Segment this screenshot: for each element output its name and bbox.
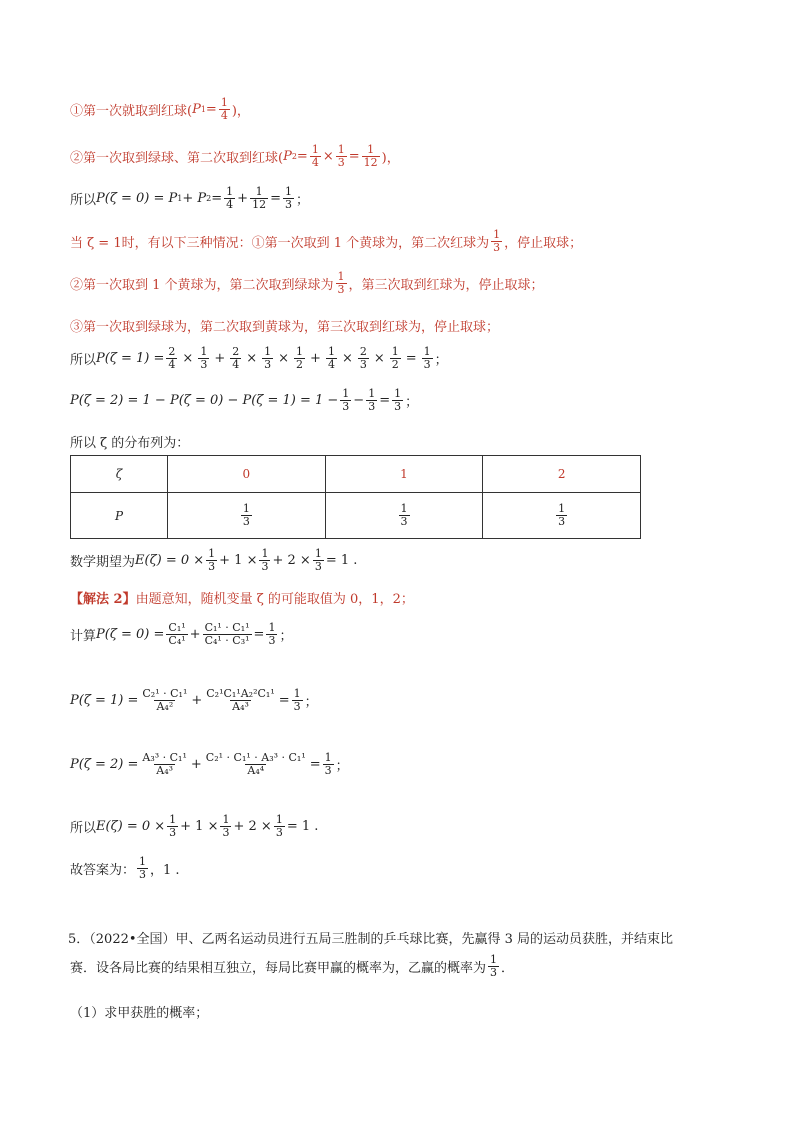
solution-line-3: 所以 P(ζ = 0) = P 1 + P 2 = $\frac{1}{4}$ + $\frac{1}{12}$ = $\frac{1}{3}$ ； bbox=[70, 185, 309, 211]
table-row bbox=[71, 493, 641, 539]
solution-line-12: 计算 P(ζ = 0) = $\frac{\text{C₁¹}}{\text{C₄¹}}$ + $\frac{\text{C₁¹ · C₁¹}}{\text{C₄¹ · C₃¹}}$ = $\frac{1}{3}$ ； bbox=[70, 621, 293, 647]
fraction: $\frac{1}{4}$ bbox=[327, 345, 335, 371]
fraction: $\frac{\text{A₃³ · C₁¹}}{\text{A₄³}}$ bbox=[142, 751, 187, 777]
solution-line-13: P(ζ = 1) = $\frac{\text{C₂¹ · C₁¹}}{\text{A₄²}}$ + $\frac{\text{C₂¹C₁¹A₂²C₁¹}}{\text{A₄³}}$ = $\frac{1}{3}$ ； bbox=[70, 687, 318, 713]
fraction: $\frac{1}{12}$ bbox=[252, 185, 267, 211]
fraction: $\frac{1}{3}$ bbox=[264, 345, 272, 371]
fraction: $\frac{1}{4}$ bbox=[226, 185, 234, 211]
fraction: $\frac{1}{3}$ bbox=[222, 813, 230, 839]
fraction: $\frac{\text{C₂¹C₁¹A₂²C₁¹}}{\text{A₄³}}$ bbox=[206, 687, 275, 713]
fraction: $\frac{1}{3}$ bbox=[261, 547, 269, 573]
table-row bbox=[71, 456, 641, 493]
solution-line-9: 所以 ζ 的分布列为： bbox=[70, 436, 190, 451]
fraction: $\frac{1}{3}$ bbox=[368, 387, 376, 413]
answer-line: 故答案为： $\frac{1}{3}$ ，1 . bbox=[70, 855, 180, 881]
fraction: $\frac{1}{3}$ bbox=[284, 185, 292, 211]
solution-line-6: ③第一次取到绿球为，第二次取到黄球为，第三次取到红球为，停止取球； bbox=[70, 320, 500, 335]
fraction: $\frac{1}{4}$ bbox=[311, 143, 319, 169]
table-cell: $\frac{1}{3}$ bbox=[483, 493, 641, 539]
question-5-line-1: 5．（2022•全国）甲、乙两名运动员进行五局三胜制的乒乓球比赛，先赢得 3 局的运动员获胜，并结束比 bbox=[68, 932, 674, 947]
solution-line-4: 当 ζ = 1时，有以下三种情况：①第一次取到 1 个黄球为，第二次红球为 $\frac{1}{3}$ ，停止取球； bbox=[70, 228, 583, 254]
solution-line-14: P(ζ = 2) = $\frac{\text{A₃³ · C₁¹}}{\text{A₄³}}$ + $\frac{\text{C₂¹ · C₁¹ · A₃³ · C₁¹}}{\text{A₄⁴}}$ = $\frac{1}{3}$ ； bbox=[70, 751, 349, 777]
fraction: $\frac{\text{C₁¹}}{\text{C₄¹}}$ bbox=[168, 621, 186, 647]
table-cell: 2 bbox=[483, 456, 641, 493]
fraction: $\frac{\text{C₁¹ · C₁¹}}{\text{C₄¹ · C₃¹}}$ bbox=[204, 621, 250, 647]
fraction: $\frac{1}{2}$ bbox=[296, 345, 304, 371]
solution-line-2: ②第一次取到绿球、第二次取到红球( P 2 = $\frac{1}{4}$ × $\frac{1}{3}$ = $\frac{1}{12}$ )， bbox=[70, 143, 400, 169]
fraction: $\frac{1}{3}$ bbox=[394, 387, 402, 413]
fraction: $\frac{1}{3}$ bbox=[139, 855, 147, 881]
table-cell: 1 bbox=[325, 456, 483, 493]
fraction: $\frac{1}{3}$ bbox=[208, 547, 216, 573]
fraction: $\frac{1}{3}$ bbox=[293, 687, 301, 713]
fraction: $\frac{2}{4}$ bbox=[168, 345, 176, 371]
fraction: $\frac{1}{3}$ bbox=[268, 621, 276, 647]
fraction: $\frac{1}{3}$ bbox=[324, 751, 332, 777]
fraction: $\frac{\text{C₂¹ · C₁¹}}{\text{A₄²}}$ bbox=[142, 687, 188, 713]
fraction: $\frac{1}{3}$ bbox=[337, 143, 345, 169]
distribution-table bbox=[70, 455, 641, 539]
table-cell: 0 bbox=[168, 456, 326, 493]
table-cell: $\frac{1}{3}$ bbox=[168, 493, 326, 539]
fraction: $\frac{1}{3}$ bbox=[314, 547, 322, 573]
question-5-line-2: 赛．设各局比赛的结果相互独立，每局比赛甲赢的概率为，乙赢的概率为 $\frac{1}{3}$ ． bbox=[70, 953, 515, 979]
fraction: $\frac{1}{3}$ bbox=[275, 813, 283, 839]
table-cell: ζ bbox=[71, 456, 168, 493]
fraction: $\frac{2}{4}$ bbox=[232, 345, 240, 371]
table-cell: P bbox=[71, 493, 168, 539]
question-5-part-1: （1）求甲获胜的概率； bbox=[70, 1006, 209, 1021]
fraction: $\frac{1}{3}$ bbox=[423, 345, 431, 371]
fraction: $\frac{1}{3}$ bbox=[200, 345, 208, 371]
fraction: $\frac{1}{4}$ bbox=[220, 96, 228, 122]
fraction: $\frac{\text{C₂¹ · C₁¹ · A₃³ · C₁¹}}{\text{A₄⁴}}$ bbox=[205, 751, 306, 777]
fraction: $\frac{1}{3}$ bbox=[493, 228, 501, 254]
fraction: $\frac{1}{3}$ bbox=[169, 813, 177, 839]
solution-line-5: ②第一次取到 1 个黄球为，第二次取到绿球为 $\frac{1}{3}$ ，第三次取到红球为，停止取球； bbox=[70, 270, 544, 296]
fraction: $\frac{1}{3}$ bbox=[342, 387, 350, 413]
solution-line-15: 所以 E(ζ) = 0 × $\frac{1}{3}$ + 1 × $\frac{1}{3}$ + 2 × $\frac{1}{3}$ = 1 . bbox=[70, 813, 319, 839]
fraction: $\frac{2}{3}$ bbox=[359, 345, 367, 371]
solution-line-1: ①第一次就取到红球( P 1 = $\frac{1}{4}$ )， bbox=[70, 96, 250, 122]
fraction: $\frac{1}{3}$ bbox=[490, 953, 498, 979]
solution-line-10: 数学期望为 E(ζ) = 0 × $\frac{1}{3}$ + 1 × $\frac{1}{3}$ + 2 × $\frac{1}{3}$ = 1 . bbox=[70, 547, 358, 573]
table-cell: $\frac{1}{3}$ bbox=[325, 493, 483, 539]
fraction: $\frac{1}{2}$ bbox=[391, 345, 399, 371]
fraction: $\frac{1}{3}$ bbox=[337, 270, 345, 296]
solution-method-2-heading: 【解法 2】 由题意知，随机变量 ζ 的可能取值为 0，1，2； bbox=[70, 592, 414, 607]
fraction: $\frac{1}{12}$ bbox=[363, 143, 378, 169]
solution-line-7: 所以 P(ζ = 1) = $\frac{2}{4}$ × $\frac{1}{3}$ + $\frac{2}{4}$ × $\frac{1}{3}$ × $\frac{1}{2}$ + $\frac{1}{4}$ × $\frac{2}{3}$ × $\frac{1}{2}$ = $\frac{1}{3}$ ； bbox=[70, 345, 448, 371]
solution-line-8: P(ζ = 2) = 1 − P(ζ = 0) − P(ζ = 1) = 1 − $\frac{1}{3}$ − $\frac{1}{3}$ = $\frac{1}{3}$ ； bbox=[70, 387, 419, 413]
